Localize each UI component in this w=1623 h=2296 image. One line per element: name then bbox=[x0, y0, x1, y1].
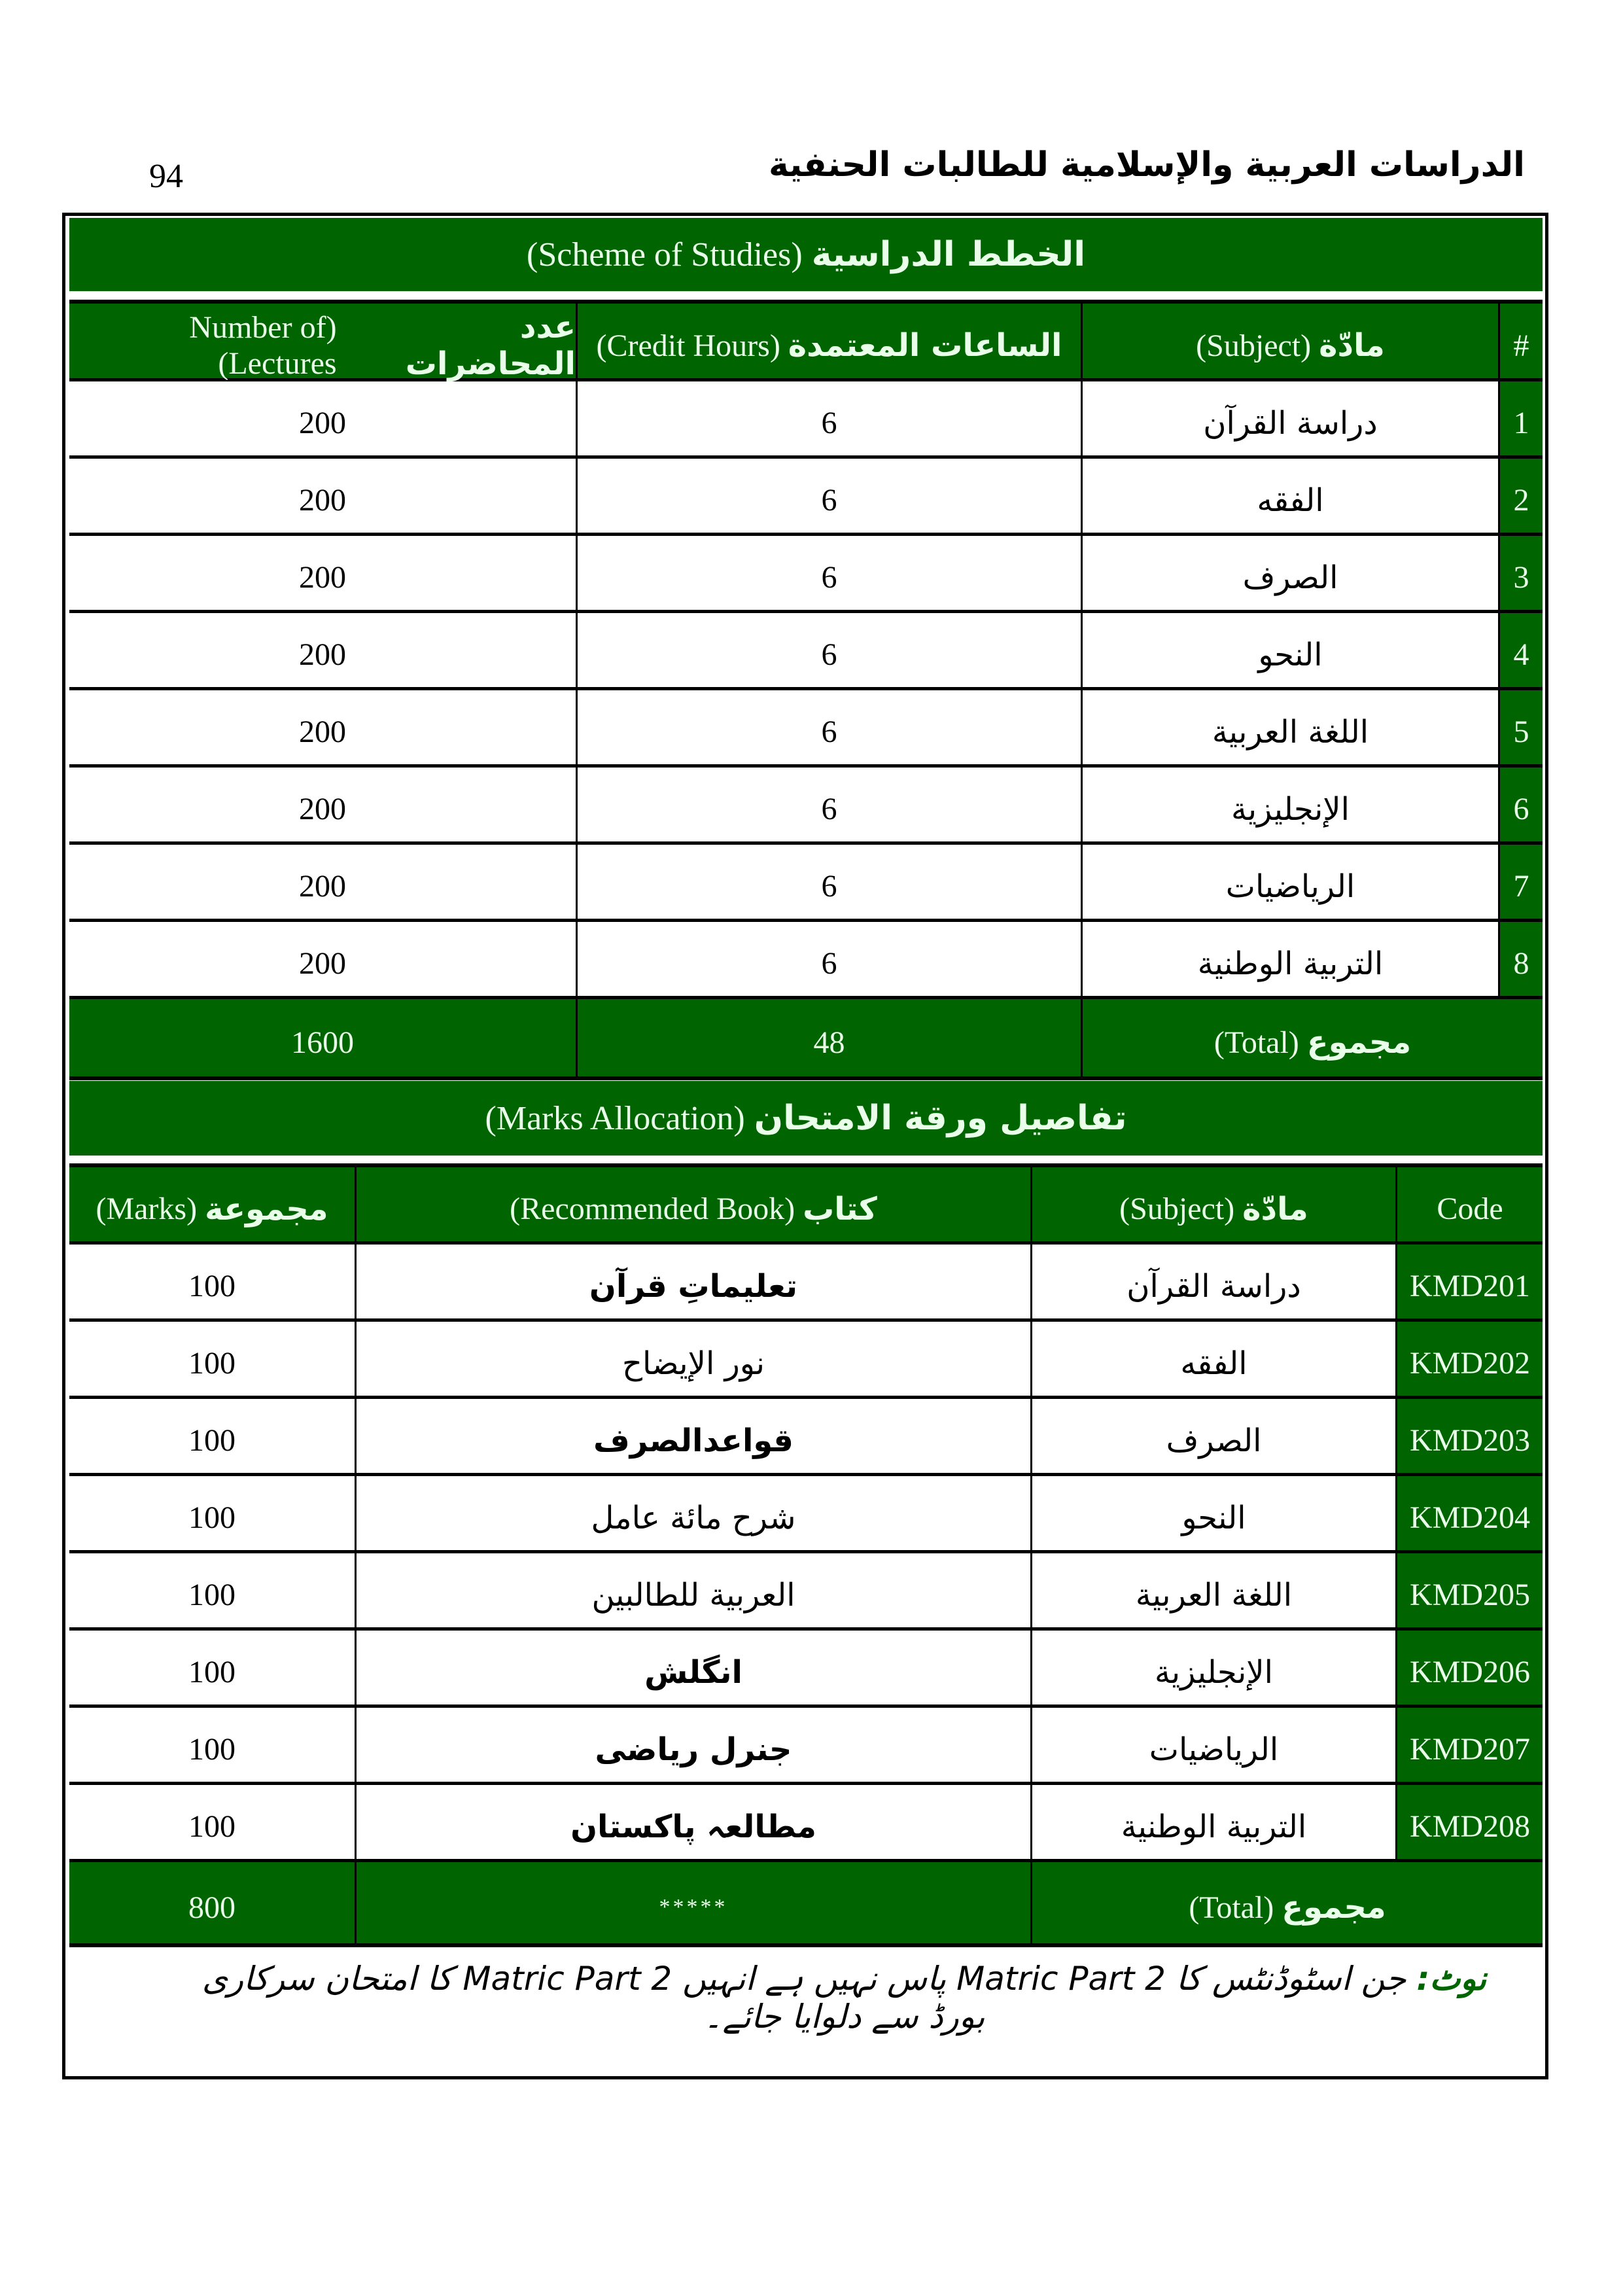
subject-cell: الإنجليزية bbox=[1030, 1631, 1395, 1704]
table-row bbox=[69, 1785, 1543, 1862]
total-label bbox=[1081, 999, 1543, 1076]
marks-cell: 100 bbox=[188, 1809, 236, 1844]
marks-title-ar: تفاصيل ورقة الامتحان bbox=[754, 1099, 1127, 1138]
table-row bbox=[69, 1476, 1543, 1553]
credit-cell: 6 bbox=[576, 459, 1081, 533]
scheme-title-ar: الخطط الدراسية bbox=[811, 235, 1086, 274]
lectures-cell: 200 bbox=[299, 560, 346, 595]
marks-total-row bbox=[69, 1862, 1543, 1943]
note-text: جن اسٹوڈنٹس کا Matric Part 2 پاس نہیں ہے انہیں Matric Part 2 کا امتحان سرکاری بورڈ سے دلوایا جائے۔ bbox=[201, 1960, 1406, 2036]
lectures-cell: 200 bbox=[299, 483, 346, 518]
code-cell: KMD202 bbox=[1395, 1322, 1543, 1396]
scheme-total-row bbox=[69, 999, 1543, 1076]
book-cell: شرح مائة عامل bbox=[355, 1476, 1030, 1550]
table-row bbox=[69, 845, 1543, 922]
index-cell: 1 bbox=[1498, 381, 1543, 455]
code-cell: KMD206 bbox=[1395, 1631, 1543, 1704]
marks-title-banner bbox=[69, 1081, 1543, 1156]
scheme-title-banner bbox=[69, 218, 1543, 291]
subject-cell: دراسة القرآن bbox=[1081, 381, 1498, 455]
lectures-cell: 200 bbox=[299, 792, 346, 826]
subject-cell: اللغة العربية bbox=[1081, 690, 1498, 764]
header-subject-en: (Subject) bbox=[1119, 1192, 1235, 1226]
marks-title-en: (Marks Allocation) bbox=[485, 1099, 745, 1137]
marks-cell: 100 bbox=[188, 1655, 236, 1689]
header-lectures-en: (Number of Lectures) bbox=[189, 310, 337, 381]
table-row bbox=[69, 768, 1543, 845]
table-row bbox=[69, 1399, 1543, 1476]
book-cell: مطالعہ پاکستان bbox=[355, 1785, 1030, 1859]
header-book bbox=[355, 1167, 1030, 1241]
header-subject-en: (Subject) bbox=[1196, 328, 1312, 363]
index-cell: 5 bbox=[1498, 690, 1543, 764]
note-label: نوٹ: bbox=[1416, 1960, 1487, 1998]
header-lectures-ar: عدد المحاضرات bbox=[405, 309, 576, 382]
index-cell: 7 bbox=[1498, 845, 1543, 919]
subject-cell: الفقه bbox=[1030, 1322, 1395, 1396]
subject-cell: النحو bbox=[1081, 613, 1498, 687]
table-row bbox=[69, 536, 1543, 613]
marks-cell: 100 bbox=[188, 1423, 236, 1458]
header-book-en: (Recommended Book) bbox=[510, 1192, 795, 1226]
table-row bbox=[69, 922, 1543, 999]
table-row bbox=[69, 1322, 1543, 1399]
code-cell: KMD207 bbox=[1395, 1708, 1543, 1782]
index-cell: 4 bbox=[1498, 613, 1543, 687]
book-cell: جنرل ریاضی bbox=[355, 1708, 1030, 1782]
header-credit-hours bbox=[576, 304, 1081, 378]
subject-cell: التربية الوطنية bbox=[1081, 922, 1498, 996]
book-cell: نور الإيضاح bbox=[355, 1322, 1030, 1396]
book-cell: العربية للطالبين bbox=[355, 1553, 1030, 1627]
header-subject bbox=[1030, 1167, 1395, 1241]
page-number: 94 bbox=[149, 158, 183, 195]
lectures-cell: 200 bbox=[299, 715, 346, 749]
table-row bbox=[69, 1631, 1543, 1708]
table-row bbox=[69, 381, 1543, 459]
total-label-en: (Total) bbox=[1213, 1025, 1299, 1060]
header-credit-en: (Credit Hours) bbox=[596, 328, 780, 363]
header-subject-ar: مادّة bbox=[1319, 327, 1385, 364]
total-label-ar: مجموع bbox=[1306, 1024, 1412, 1061]
footnote bbox=[196, 1960, 1492, 2036]
marks-cell: 100 bbox=[188, 1269, 236, 1303]
total-credit-hours: 48 bbox=[576, 999, 1081, 1076]
scheme-table bbox=[69, 300, 1543, 1080]
header-lectures bbox=[69, 304, 576, 382]
credit-cell: 6 bbox=[576, 536, 1081, 610]
book-cell: قواعدالصرف bbox=[355, 1399, 1030, 1473]
index-cell: 8 bbox=[1498, 922, 1543, 996]
book-cell: انگلش bbox=[355, 1631, 1030, 1704]
table-row bbox=[69, 613, 1543, 690]
total-book-placeholder: ***** bbox=[355, 1862, 1030, 1943]
header-marks bbox=[69, 1167, 355, 1241]
marks-cell: 100 bbox=[188, 1732, 236, 1767]
credit-cell: 6 bbox=[576, 768, 1081, 841]
running-head: الدراسات العربية والإسلامية للطالبات الحنفية bbox=[769, 145, 1525, 185]
code-cell: KMD201 bbox=[1395, 1245, 1543, 1318]
subject-cell: دراسة القرآن bbox=[1030, 1245, 1395, 1318]
header-code: Code bbox=[1395, 1167, 1543, 1241]
credit-cell: 6 bbox=[576, 381, 1081, 455]
lectures-cell: 200 bbox=[299, 637, 346, 672]
subject-cell: التربية الوطنية bbox=[1030, 1785, 1395, 1859]
credit-cell: 6 bbox=[576, 922, 1081, 996]
code-cell: KMD204 bbox=[1395, 1476, 1543, 1550]
lectures-cell: 200 bbox=[299, 946, 346, 981]
subject-cell: الرياضيات bbox=[1030, 1708, 1395, 1782]
subject-cell: الإنجليزية bbox=[1081, 768, 1498, 841]
marks-cell: 100 bbox=[188, 1500, 236, 1535]
lectures-cell: 200 bbox=[299, 406, 346, 440]
header-marks-ar: مجموعة bbox=[205, 1190, 328, 1227]
total-label-ar: مجموع bbox=[1282, 1889, 1386, 1926]
marks-cell: 100 bbox=[188, 1346, 236, 1381]
marks-header-row bbox=[69, 1167, 1543, 1245]
total-label-en: (Total) bbox=[1189, 1890, 1274, 1925]
total-marks: 800 bbox=[69, 1862, 355, 1943]
index-cell: 3 bbox=[1498, 536, 1543, 610]
table-row bbox=[69, 1553, 1543, 1631]
code-cell: KMD203 bbox=[1395, 1399, 1543, 1473]
total-label bbox=[1030, 1862, 1543, 1943]
subject-cell: النحو bbox=[1030, 1476, 1395, 1550]
header-book-ar: كتاب bbox=[803, 1190, 877, 1227]
scheme-title-en: (Scheme of Studies) bbox=[526, 236, 803, 274]
header-marks-en: (Marks) bbox=[96, 1192, 198, 1226]
index-cell: 6 bbox=[1498, 768, 1543, 841]
code-cell: KMD208 bbox=[1395, 1785, 1543, 1859]
lectures-cell: 200 bbox=[299, 869, 346, 904]
credit-cell: 6 bbox=[576, 845, 1081, 919]
subject-cell: الصرف bbox=[1030, 1399, 1395, 1473]
marks-cell: 100 bbox=[188, 1578, 236, 1612]
credit-cell: 6 bbox=[576, 613, 1081, 687]
subject-cell: الصرف bbox=[1081, 536, 1498, 610]
book-cell: تعلیماتِ قرآن bbox=[355, 1245, 1030, 1318]
table-row bbox=[69, 459, 1543, 536]
table-row bbox=[69, 690, 1543, 768]
subject-cell: الرياضيات bbox=[1081, 845, 1498, 919]
table-row bbox=[69, 1245, 1543, 1322]
subject-cell: الفقه bbox=[1081, 459, 1498, 533]
total-lectures: 1600 bbox=[69, 999, 576, 1076]
header-index: # bbox=[1498, 304, 1543, 378]
code-cell: KMD205 bbox=[1395, 1553, 1543, 1627]
marks-table bbox=[69, 1163, 1543, 1947]
header-subject bbox=[1081, 304, 1498, 378]
subject-cell: اللغة العربية bbox=[1030, 1553, 1395, 1627]
index-cell: 2 bbox=[1498, 459, 1543, 533]
header-subject-ar: مادّة bbox=[1242, 1190, 1308, 1227]
table-row bbox=[69, 1708, 1543, 1785]
header-credit-ar: الساعات المعتمدة bbox=[788, 327, 1062, 364]
scheme-header-row bbox=[69, 304, 1543, 381]
credit-cell: 6 bbox=[576, 690, 1081, 764]
